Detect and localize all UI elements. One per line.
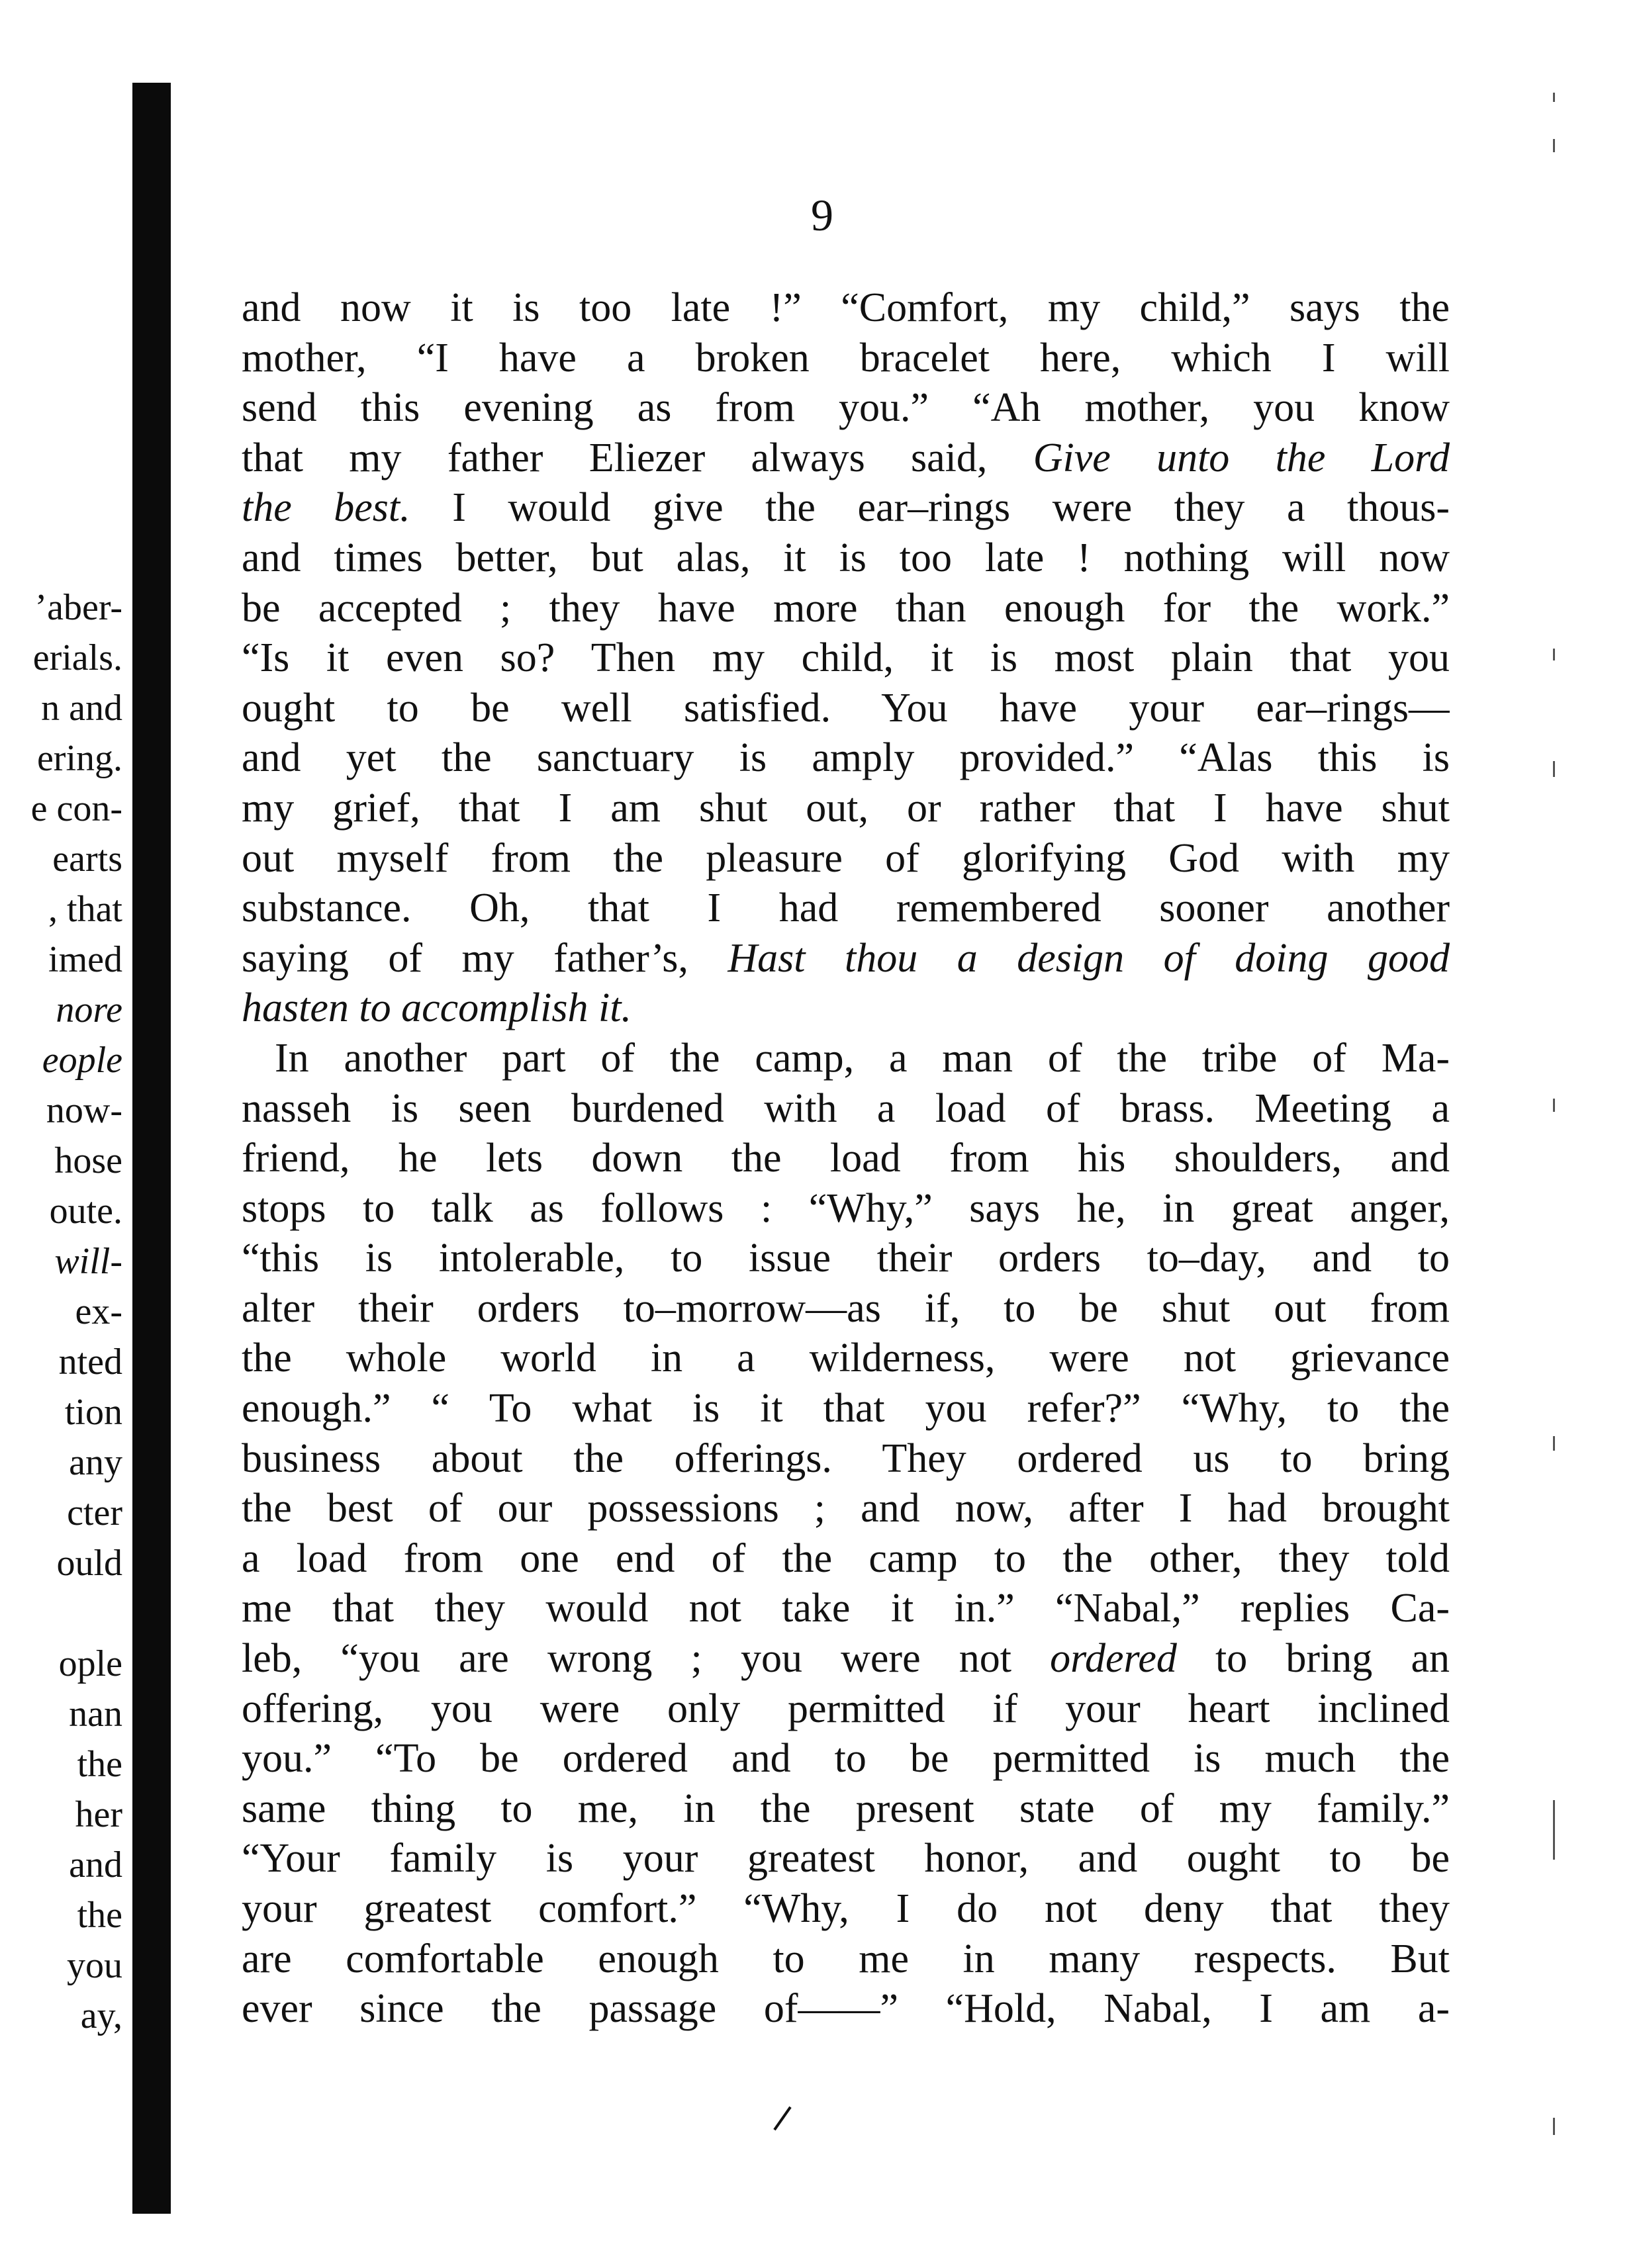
text-line: offering, you were only permitted if your heart inclined: [242, 1686, 1450, 1731]
fragment-line: , that: [48, 889, 122, 930]
fragment-line: the: [77, 1895, 122, 1936]
fragment-line: erials.: [32, 637, 122, 678]
text-line: stops to talk as follows : “Why,” says he, in great anger,: [242, 1185, 1450, 1231]
text-line: ought to be well satisfied. You have your ear–rings—: [242, 685, 1450, 731]
fragment-line: n and: [41, 688, 122, 729]
text-line: same thing to me, in the present state of my family.”: [242, 1786, 1450, 1831]
text-line: “Is it even so? Then my child, it is most plain that you: [242, 635, 1450, 681]
text-line: In another part of the camp, a man of the tribe of Ma-: [275, 1035, 1450, 1081]
edge-speck: [1553, 1099, 1555, 1112]
fragment-line: the: [77, 1744, 122, 1785]
page-number: 9: [811, 190, 833, 240]
page-edge-specks: [1542, 79, 1569, 2230]
fragment-line: and: [69, 1844, 122, 1885]
text-line: “Your family is your greatest honor, and ought to be: [242, 1836, 1450, 1882]
fragment-line: ex-: [75, 1291, 122, 1332]
text-line: and now it is too late !” “Comfort, my child,” says the: [242, 285, 1450, 330]
facing-page-fragments: [0, 582, 122, 2041]
text-line: ever since the passage of——” “Hold, Nabal, I am a-: [242, 1986, 1450, 2032]
edge-speck: [1553, 93, 1555, 102]
text-line: a load from one end of the camp to the other, they told: [242, 1535, 1450, 1581]
text-line: are comfortable enough to me in many respects. But: [242, 1936, 1450, 1981]
fragment-line: ay,: [80, 1995, 122, 2036]
text-line: friend, he lets down the load from his shoulders, and: [242, 1136, 1450, 1181]
fragment-line: ople: [58, 1643, 122, 1684]
fragment-line: nan: [69, 1694, 122, 1735]
fragment-line: nted: [58, 1341, 122, 1383]
text-run: to bring an: [1176, 1636, 1450, 1682]
text-line: me that they would not take it in.” “Nabal,” replies Ca-: [242, 1586, 1450, 1631]
edge-speck: [1553, 139, 1555, 152]
text-line: “this is intolerable, to issue their orders to–day, and to: [242, 1236, 1450, 1281]
fragment-line: tion: [64, 1392, 122, 1433]
text-line: enough.” “ To what is it that you refer?” “Why, to the: [242, 1386, 1450, 1431]
text-line: send this evening as from you.” “Ah mother, you know: [242, 385, 1450, 431]
text-line: your greatest comfort.” “Why, I do not deny that they: [242, 1886, 1450, 1931]
body-text: [242, 283, 1450, 2034]
text-run: I would give the ear–rings were they a thous-: [410, 485, 1450, 531]
fragment-line: eople: [42, 1040, 122, 1081]
italic-quote: hasten to accomplish it.: [242, 985, 632, 1031]
fragment-line: imed: [48, 939, 122, 980]
book-gutter-shadow: [132, 83, 171, 2214]
fragment-line: cter: [67, 1492, 122, 1533]
text-line: my grief, that I am shut out, or rather that I have shut: [242, 785, 1450, 831]
text-line: nasseh is seen burdened with a load of brass. Meeting a: [242, 1085, 1450, 1131]
text-line: you.” “To be ordered and to be permitted is much the: [242, 1736, 1450, 1782]
edge-speck: [1553, 649, 1555, 660]
fragment-line: e con-: [30, 788, 122, 829]
fragment-line: any: [69, 1442, 122, 1483]
text-line: business about the offerings. They ordered us to bring: [242, 1435, 1450, 1481]
text-line: [242, 1634, 1450, 1684]
fragment-line: now-: [46, 1090, 122, 1131]
text-line: and times better, but alas, it is too late ! nothing will now: [242, 535, 1450, 580]
text-run: leb, “you are wrong ; you were not: [242, 1636, 1051, 1682]
edge-speck: [1553, 1800, 1555, 1860]
fragment-line: nore: [56, 989, 122, 1030]
text-line: and yet the sanctuary is amply provided.” “Alas this is: [242, 735, 1450, 781]
text-line: [242, 483, 1450, 533]
text-line: [242, 983, 1450, 1034]
fragment-line: you: [67, 1945, 122, 1986]
text-line: [242, 433, 1450, 484]
text-run: that my father Eliezer always said,: [242, 435, 1033, 480]
edge-speck: [1553, 1436, 1555, 1451]
text-line: alter their orders to–morrow—as if, to be shut out from: [242, 1285, 1450, 1331]
text-run: saying of my father’s,: [242, 935, 728, 981]
italic-quote: Give unto the Lord: [1033, 435, 1450, 480]
fragment-line: ould: [56, 1543, 122, 1584]
edge-speck: [1553, 761, 1555, 777]
fragment-line: [0, 1588, 122, 1639]
italic-quote: ordered: [1050, 1636, 1177, 1682]
text-line: the best of our possessions ; and now, after I had brought: [242, 1486, 1450, 1531]
text-line: mother, “I have a broken bracelet here, which I will: [242, 335, 1450, 381]
fragment-line: her: [75, 1794, 122, 1835]
fragment-line: ’aber-: [34, 587, 122, 628]
text-line: out myself from the pleasure of glorifying God with my: [242, 835, 1450, 881]
ink-mark: [773, 2107, 791, 2131]
edge-speck: [1553, 2118, 1555, 2135]
text-line: [242, 934, 1450, 984]
fragment-line: earts: [52, 839, 122, 880]
text-line: be accepted ; they have more than enough for the work.”: [242, 585, 1450, 631]
italic-quote: the best.: [242, 485, 410, 531]
fragment-line: hose: [54, 1140, 122, 1181]
text-line: substance. Oh, that I had remembered sooner another: [242, 885, 1450, 931]
fragment-line: will-: [54, 1241, 122, 1282]
italic-quote: Hast thou a design of doing good: [727, 935, 1450, 981]
fragment-line: ering.: [36, 738, 122, 779]
text-line: the whole world in a wilderness, were not grievance: [242, 1336, 1450, 1381]
fragment-line: oute.: [49, 1191, 122, 1232]
